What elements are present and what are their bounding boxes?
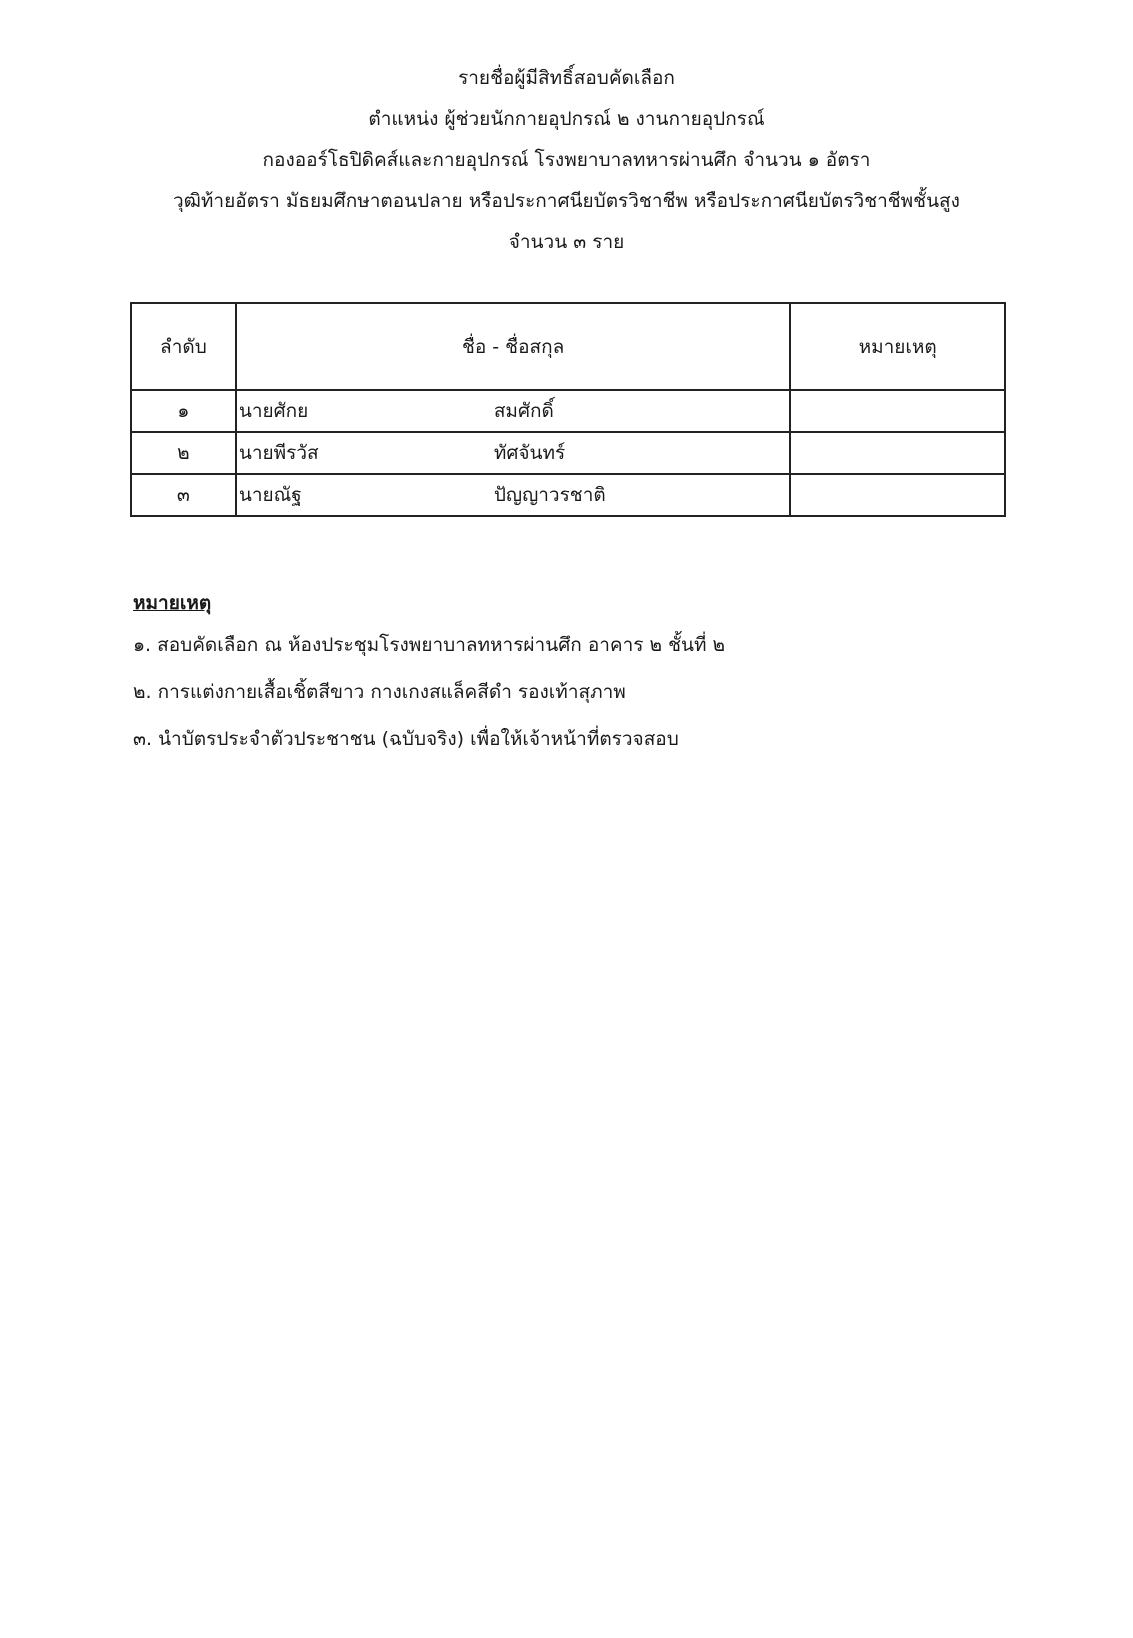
row-note [790, 432, 1005, 474]
header-department: กองออร์โธปิดิคส์และกายอุปกรณ์ โรงพยาบาลทหารผ่านศึก จำนวน ๑ อัตรา [262, 149, 871, 171]
row-note [790, 390, 1005, 432]
row-first-name: นายศักย [238, 400, 309, 422]
row-last-name: ทัศจันทร์ [493, 442, 566, 464]
row-first-name: นายพีรวัส [238, 442, 319, 464]
row-number: ๒ [131, 432, 236, 474]
header-title: รายชื่อผู้มีสิทธิ์สอบคัดเลือก [458, 67, 675, 89]
document-header [60, 58, 1073, 263]
column-header-no: ลำดับ [131, 303, 236, 390]
row-name-cell [236, 390, 791, 432]
row-note [790, 474, 1005, 516]
row-name-cell [236, 432, 791, 474]
row-last-name: สมศักดิ์ [493, 400, 554, 422]
column-header-name: ชื่อ - ชื่อสกุล [236, 303, 791, 390]
remarks-list [133, 622, 1033, 763]
remarks-item: ๒. การแต่งกายเสื้อเชิ้ตสีขาว กางเกงสแล็คสีดำ รองเท้าสุภาพ [133, 681, 626, 703]
header-qualification: วุฒิท้ายอัตรา มัธยมศึกษาตอนปลาย หรือประกาศนียบัตรวิชาชีพ หรือประกาศนียบัตรวิชาชีพชั้นสูง [173, 190, 960, 212]
header-count: จำนวน ๓ ราย [508, 231, 625, 253]
remarks-section [133, 588, 1033, 763]
remarks-title: หมายเหตุ [133, 592, 212, 614]
row-first-name: นายณัฐ [238, 484, 302, 506]
row-number: ๑ [131, 390, 236, 432]
table-row [131, 432, 1005, 474]
column-header-note: หมายเหตุ [790, 303, 1005, 390]
remarks-item: ๓. นำบัตรประจำตัวประชาชน (ฉบับจริง) เพื่อให้เจ้าหน้าที่ตรวจสอบ [133, 728, 679, 750]
table-row [131, 474, 1005, 516]
candidate-table [130, 302, 1006, 517]
row-number: ๓ [131, 474, 236, 516]
table-row [131, 390, 1005, 432]
row-last-name: ปัญญาวรชาติ [493, 484, 606, 506]
header-position: ตำแหน่ง ผู้ช่วยนักกายอุปกรณ์ ๒ งานกายอุปกรณ์ [368, 108, 765, 130]
remarks-item: ๑. สอบคัดเลือก ณ ห้องประชุมโรงพยาบาลทหารผ่านศึก อาคาร ๒ ชั้นที่ ๒ [133, 634, 726, 656]
row-name-cell [236, 474, 791, 516]
table-header-row [131, 303, 1005, 390]
